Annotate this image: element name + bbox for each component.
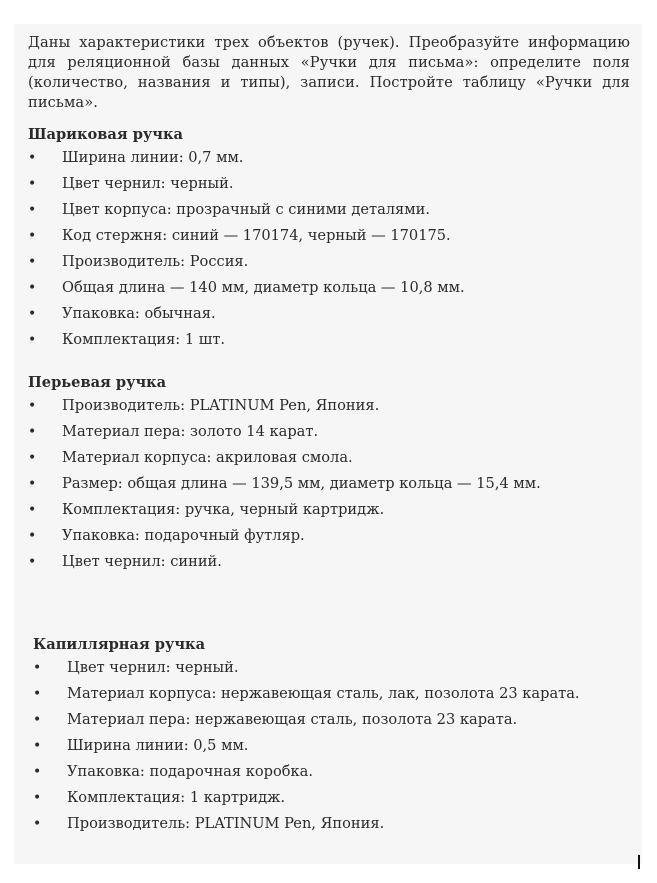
section-heading: Капиллярная ручка: [33, 636, 206, 653]
list-item-text: Ширина линии: 0,7 мм.: [62, 149, 244, 166]
list-item: [28, 475, 630, 493]
bullet-icon: •: [33, 816, 42, 832]
section-ballpoint-pen: [28, 125, 630, 357]
bullet-icon: •: [33, 686, 42, 702]
list-item-text: Материал корпуса: акриловая смола.: [62, 449, 353, 466]
list-item: [28, 279, 630, 297]
feature-list: [28, 397, 630, 571]
list-item: [28, 175, 630, 193]
list-item: [28, 331, 630, 349]
bullet-icon: •: [28, 254, 37, 270]
section-heading: Шариковая ручка: [28, 126, 183, 143]
bullet-icon: •: [33, 712, 42, 728]
list-item-text: Производитель: Россия.: [62, 253, 249, 270]
bullet-icon: •: [28, 176, 37, 192]
list-item-text: Цвет чернил: синий.: [62, 553, 222, 570]
bullet-icon: •: [28, 280, 37, 296]
list-item: [28, 397, 630, 415]
list-item-text: Упаковка: подарочный футляр.: [62, 527, 305, 544]
list-item-text: Упаковка: обычная.: [62, 305, 216, 322]
list-item: [33, 711, 635, 729]
bullet-icon: •: [28, 424, 37, 440]
bullet-icon: •: [28, 332, 37, 348]
list-item-text: Производитель: PLATINUM Pen, Япония.: [62, 397, 380, 414]
bullet-icon: •: [28, 398, 37, 414]
bullet-icon: •: [28, 450, 37, 466]
list-item: [33, 763, 635, 781]
list-item-text: Цвет чернил: черный.: [62, 175, 234, 192]
list-item: [28, 449, 630, 467]
bullet-icon: •: [28, 306, 37, 322]
bullet-icon: •: [33, 738, 42, 754]
list-item: [28, 253, 630, 271]
list-item-text: Ширина линии: 0,5 мм.: [67, 737, 249, 754]
list-item-text: Цвет чернил: черный.: [67, 659, 239, 676]
task-intro-paragraph: Даны характеристики трех объектов (ручек). Преобразуйте информацию для реляционной базы данных «Ручки для письма»: определите поля (количество, названия и типы), записи. Постройте таблицу «Ручки для письма».: [28, 34, 630, 111]
list-item: [28, 423, 630, 441]
list-item: [28, 553, 630, 571]
list-item: [28, 527, 630, 545]
bullet-icon: •: [28, 554, 37, 570]
list-item: [33, 685, 635, 703]
list-item: [33, 737, 635, 755]
section-fountain-pen: [28, 373, 630, 579]
document-page: [14, 24, 642, 864]
list-item: [28, 149, 630, 167]
feature-list: [28, 149, 630, 349]
list-item: [28, 201, 630, 219]
bullet-icon: •: [28, 202, 37, 218]
list-item-text: Комплектация: 1 шт.: [62, 331, 226, 348]
feature-list: [33, 659, 635, 833]
bullet-icon: •: [28, 502, 37, 518]
list-item: [33, 789, 635, 807]
list-item: [33, 659, 635, 677]
bullet-icon: •: [33, 764, 42, 780]
list-item-text: Комплектация: 1 картридж.: [67, 789, 286, 806]
list-item: [28, 227, 630, 245]
list-item-text: Материал корпуса: нержавеющая сталь, лак, позолота 23 карата.: [67, 685, 580, 702]
list-item-text: Комплектация: ручка, черный картридж.: [62, 501, 385, 518]
section-heading: Перьевая ручка: [28, 374, 167, 391]
bullet-icon: •: [28, 528, 37, 544]
list-item: [33, 815, 635, 833]
list-item-text: Материал пера: нержавеющая сталь, позолота 23 карата.: [67, 711, 518, 728]
section-capillary-pen: [33, 635, 635, 841]
list-item-text: Упаковка: подарочная коробка.: [67, 763, 314, 780]
list-item-text: Материал пера: золото 14 карат.: [62, 423, 319, 440]
bullet-icon: •: [28, 476, 37, 492]
bullet-icon: •: [28, 150, 37, 166]
bullet-icon: •: [33, 660, 42, 676]
list-item: [28, 501, 630, 519]
list-item-text: Производитель: PLATINUM Pen, Япония.: [67, 815, 385, 832]
text-cursor: [638, 855, 640, 869]
list-item: [28, 305, 630, 323]
bullet-icon: •: [28, 228, 37, 244]
bullet-icon: •: [33, 790, 42, 806]
list-item-text: Размер: общая длина — 139,5 мм, диаметр кольца — 15,4 мм.: [62, 475, 541, 492]
list-item-text: Код стержня: синий — 170174, черный — 170175.: [62, 227, 451, 244]
list-item-text: Цвет корпуса: прозрачный с синими деталями.: [62, 201, 430, 218]
list-item-text: Общая длина — 140 мм, диаметр кольца — 10,8 мм.: [62, 279, 465, 296]
